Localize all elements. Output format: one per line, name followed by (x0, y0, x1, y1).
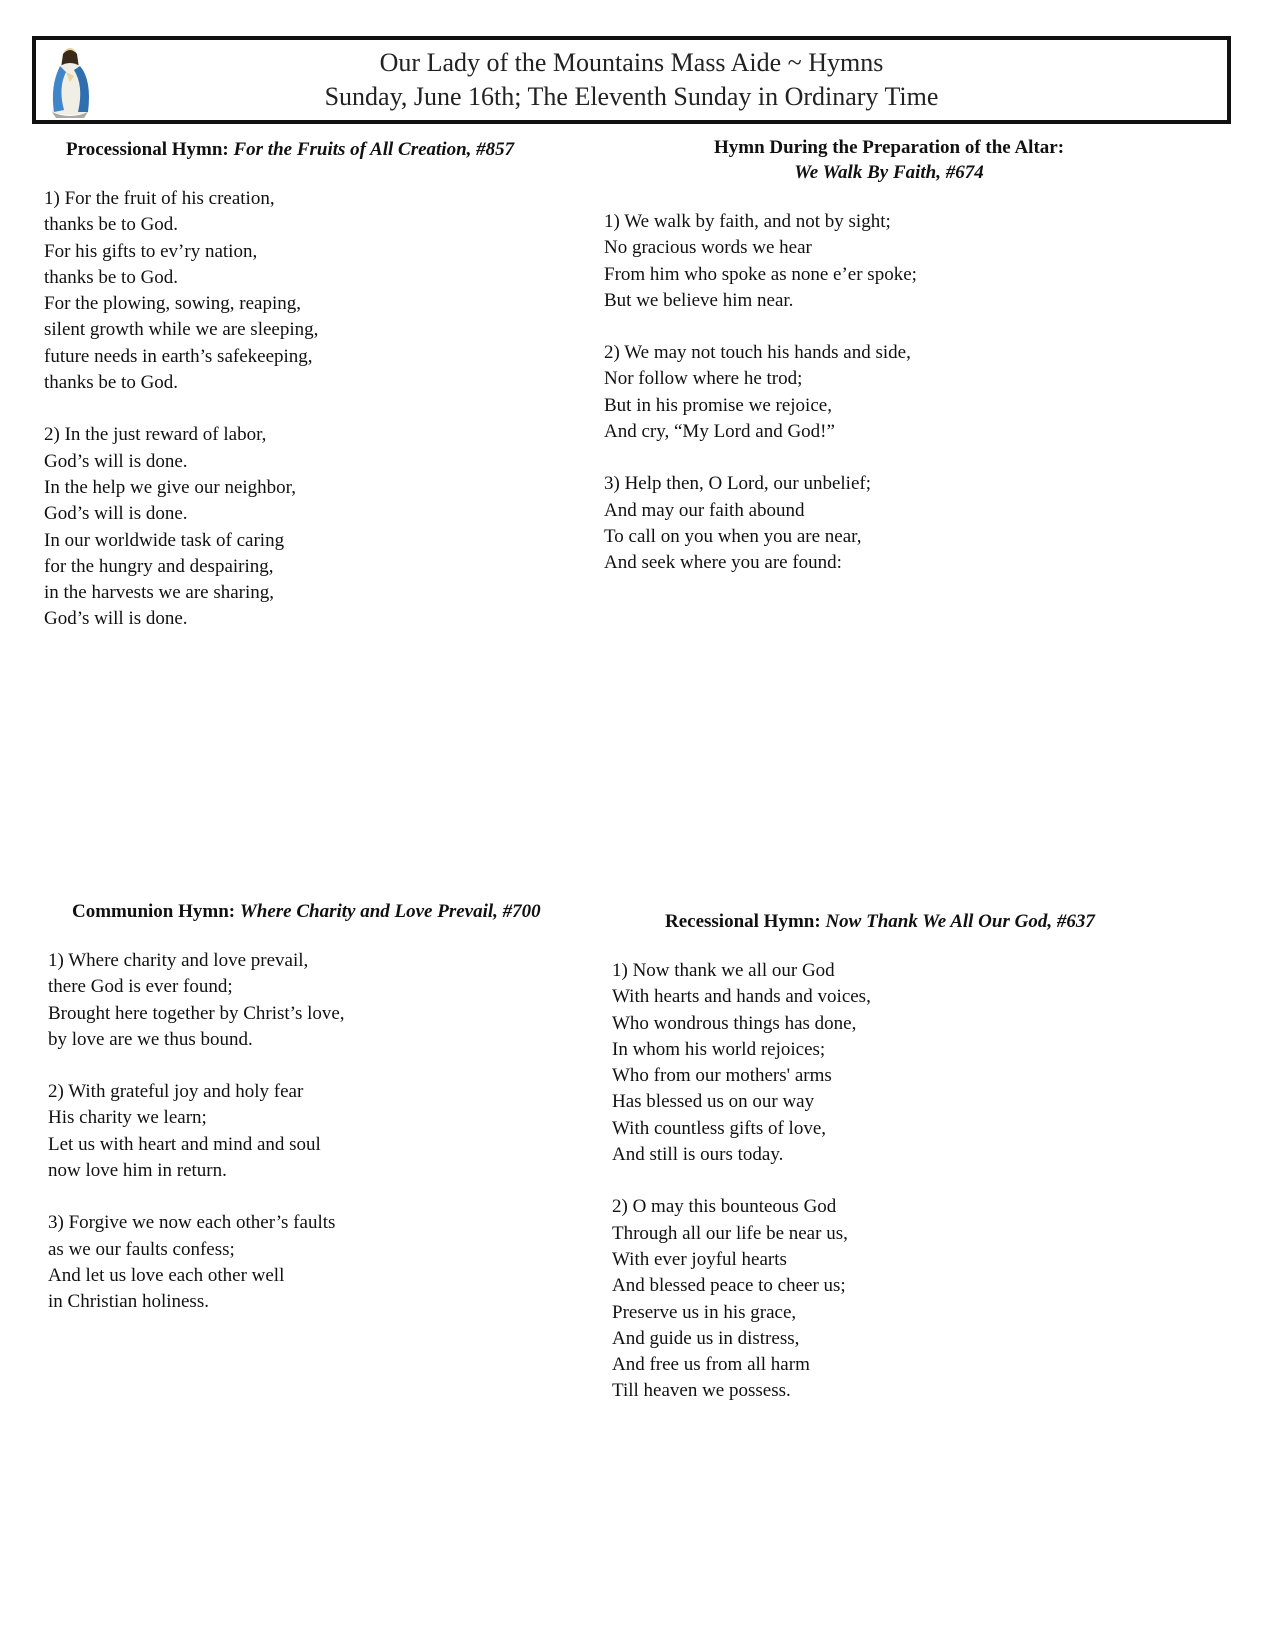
processional-hymn (44, 137, 604, 659)
verse-line: 1) Now thank we all our God (612, 960, 835, 981)
preparation-hymn-title (604, 135, 1174, 185)
verse-line: as we our faults confess; (48, 1238, 235, 1260)
communion-hymn-title (48, 899, 608, 924)
hymn-song: Where Charity and Love Prevail, #700 (239, 901, 541, 922)
verse-line: And free us from all harm (612, 1354, 810, 1376)
recessional-hymn-title (612, 909, 1212, 934)
verse-line: future needs in earth’s safekeeping, (44, 345, 313, 367)
hymn-label: Hymn During the Preparation of the Altar: (713, 137, 1065, 158)
verse-line: thanks be to God. (44, 214, 179, 236)
verse-line: Let us with heart and mind and soul (48, 1133, 321, 1155)
verse-line: No gracious words we hear (604, 237, 812, 259)
hymn-verse (612, 958, 1212, 1168)
verse-line: Preserve us in his grace, (612, 1301, 797, 1323)
page-title: Our Lady of the Mountains Mass Aide ~ Hymns (379, 48, 884, 77)
page-subtitle: Sunday, June 16th; The Eleventh Sunday in Ordinary Time (324, 82, 939, 111)
verse-line: there God is ever found; (48, 976, 233, 998)
verse-line: 3) Help then, O Lord, our unbelief; (604, 473, 871, 495)
hymn-verse (48, 1210, 608, 1315)
verse-line: Has blessed us on our way (612, 1091, 815, 1113)
header-box (32, 36, 1231, 124)
verse-line: 1) For the fruit of his creation, (44, 188, 275, 209)
hymn-verse (44, 422, 604, 632)
hymn-song: For the Fruits of All Creation, #857 (233, 139, 515, 160)
preparation-hymn (604, 135, 1174, 603)
verse-line: From him who spoke as none e’er spoke; (604, 263, 917, 285)
processional-hymn-title (44, 137, 604, 162)
hymn-verses (612, 958, 1212, 1405)
verse-line: Nor follow where he trod; (604, 368, 803, 390)
verse-line: God’s will is done. (44, 608, 188, 630)
verse-line: 3) Forgive we now each other’s faults (48, 1212, 336, 1234)
hymn-verse (604, 209, 1174, 314)
verse-line: And let us love each other well (48, 1264, 285, 1286)
verse-line: 1) Where charity and love prevail, (48, 950, 309, 971)
verse-line: His charity we learn; (48, 1107, 207, 1129)
verse-line: For the plowing, sowing, reaping, (44, 293, 302, 315)
hymn-verses (44, 186, 604, 633)
hymn-verse (612, 1194, 1212, 1404)
verse-line: With ever joyful hearts (612, 1248, 787, 1270)
hymn-verse (48, 948, 608, 1053)
verse-line: Till heaven we possess. (612, 1380, 791, 1402)
verse-line: In our worldwide task of caring (44, 529, 285, 551)
hymn-song: Now Thank We All Our God, #637 (825, 911, 1095, 932)
verse-line: thanks be to God. (44, 372, 179, 394)
hymn-verse (604, 471, 1174, 576)
verse-line: for the hungry and despairing, (44, 555, 274, 577)
verse-line: Through all our life be near us, (612, 1222, 848, 1244)
verse-line: Brought here together by Christ’s love, (48, 1002, 345, 1024)
hymn-verse (44, 186, 604, 396)
verse-line: Who from our mothers' arms (612, 1065, 832, 1087)
hymn-label: Recessional Hymn: (665, 911, 821, 932)
verse-line: And guide us in distress, (612, 1327, 800, 1349)
hymn-verse (604, 340, 1174, 445)
communion-hymn (48, 899, 608, 1342)
verse-line: 1) We walk by faith, and not by sight; (604, 211, 891, 232)
verse-line: But we believe him near. (604, 289, 794, 311)
verse-line: 2) In the just reward of labor, (44, 424, 267, 446)
verse-line: God’s will is done. (44, 450, 188, 472)
verse-line: in the harvests we are sharing, (44, 582, 275, 604)
verse-line: 2) We may not touch his hands and side, (604, 342, 911, 364)
hymn-verses (48, 948, 608, 1316)
verse-line: 2) With grateful joy and holy fear (48, 1081, 304, 1103)
hymn-verses (604, 209, 1174, 577)
verse-line: by love are we thus bound. (48, 1028, 253, 1050)
verse-line: In whom his world rejoices; (612, 1038, 826, 1060)
verse-line: God’s will is done. (44, 503, 188, 525)
verse-line: And still is ours today. (612, 1144, 784, 1166)
verse-line: In the help we give our neighbor, (44, 476, 296, 498)
verse-line: And may our faith abound (604, 499, 805, 521)
verse-line: silent growth while we are sleeping, (44, 319, 319, 341)
verse-line: 2) O may this bounteous God (612, 1196, 837, 1218)
recessional-hymn (612, 909, 1212, 1431)
verse-line: And seek where you are found: (604, 552, 842, 574)
verse-line: But in his promise we rejoice, (604, 394, 832, 416)
verse-line: in Christian holiness. (48, 1291, 209, 1313)
hymn-song: We Walk By Faith, #674 (794, 162, 984, 183)
verse-line: now love him in return. (48, 1160, 227, 1182)
verse-line: And blessed peace to cheer us; (612, 1275, 846, 1297)
hymn-label: Communion Hymn: (72, 901, 236, 922)
verse-line: For his gifts to ev’ry nation, (44, 240, 258, 262)
verse-line: Who wondrous things has done, (612, 1012, 857, 1034)
verse-line: And cry, “My Lord and God!” (604, 421, 835, 443)
hymn-verse (48, 1079, 608, 1184)
verse-line: thanks be to God. (44, 266, 179, 288)
hymn-label: Processional Hymn: (66, 139, 229, 160)
verse-line: With countless gifts of love, (612, 1117, 827, 1139)
verse-line: To call on you when you are near, (604, 525, 862, 547)
verse-line: With hearts and hands and voices, (612, 986, 871, 1008)
